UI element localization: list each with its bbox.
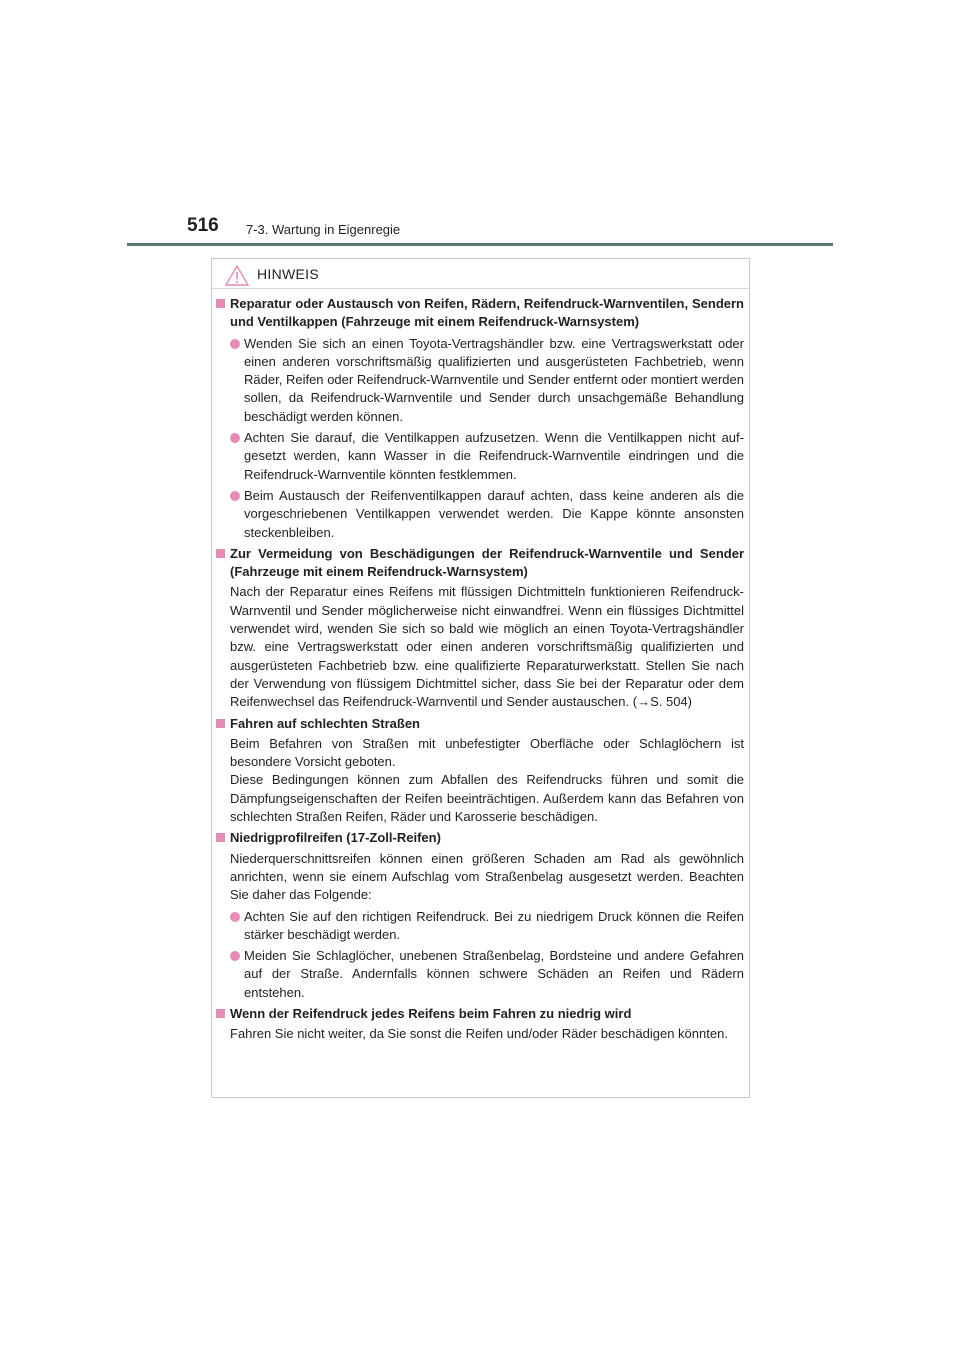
- notice-header: [212, 259, 749, 289]
- notice-section: [216, 829, 744, 1002]
- section-heading: Fahren auf schlechten Straßen: [230, 715, 420, 731]
- section-square-icon: [216, 299, 225, 308]
- notice-section: [216, 715, 744, 827]
- section-heading: Wenn der Reifendruck jedes Reifens beim Fahren zu niedrig wird: [230, 1005, 632, 1021]
- list-item-text: Achten Sie auf den richtigen Reifendruck. Bei zu niedrigem Druck können die Reifen stärker beschädigt werden.: [244, 908, 744, 942]
- bullet-dot-icon: [230, 951, 240, 961]
- bullet-dot-icon: [230, 912, 240, 922]
- section-square-icon: [216, 549, 225, 558]
- section-square-icon: [216, 1009, 225, 1018]
- section-paragraph: Fahren Sie nicht weiter, da Sie sonst die Reifen und/oder Räder beschädigen könnten.: [230, 1026, 728, 1042]
- list-item-text: Wenden Sie sich an einen Toyota-Vertragshändler bzw. eine Vertragswerkstatt oder einen anderen vorschriftsmäßig qualifizierten und ausgerüsteten Fachbetrieb, wenn Räder, Reifen oder Reifendruck-Warnventile und Sender entfernt oder montiert werden sollen, da Reifendruck-Warnventile und Sender durch unsachgemäße Behandlung beschädigt werden können.: [244, 335, 744, 424]
- notice-section: [216, 295, 744, 542]
- bullet-dot-icon: [230, 339, 240, 349]
- section-paragraph: Nach der Reparatur eines Reifens mit flüssigen Dichtmitteln funktionieren Reifendruck-Warnventil und Sender möglicherweise nicht einwandfrei. Wenn ein flüssiges Dichtmittel verwendet wird, wenden Sie sich so bald wie möglich an einen Toyota-Vertragshändler bzw. eine Vertragswerkstatt oder einen anderen vorschriftsmäßig qualifizierten und ausgerüsteten Fachbetrieb bzw. eine qualifizierte Reparaturwerkstatt. Stellen Sie nach der Verwendung von flüssigem Dichtmittel sicher, dass Sie bei der Reparatur oder dem Reifenwechsel das Reifendruck-Warnventil und Sender austauschen. (→S. 504): [230, 584, 744, 710]
- list-item-text: Beim Austausch der Reifenventilkappen darauf achten, dass keine anderen als die vorgeschriebenen Ventilkappen verwendet werden. Die Kappe könnte ansonsten steckenbleiben.: [244, 487, 744, 540]
- notice-section: [216, 1005, 744, 1044]
- section-square-icon: [216, 833, 225, 842]
- list-item: [230, 487, 744, 542]
- warning-triangle-icon: [225, 265, 249, 286]
- section-paragraph: Niederquerschnittsreifen können einen größeren Schaden am Rad als gewöhnlich anrichten, wenn sie einem Aufschlag vom Straßenbelag ausgesetzt werden. Beachten Sie daher das Folgende:: [230, 850, 744, 903]
- notice-box: [211, 258, 750, 1098]
- list-item: [230, 335, 744, 426]
- bullet-dot-icon: [230, 433, 240, 443]
- notice-section: [216, 545, 744, 712]
- header-rule: [127, 243, 833, 246]
- notice-body: [216, 295, 744, 1047]
- list-item: [230, 429, 744, 484]
- list-item: [230, 908, 744, 945]
- section-heading: Niedrigprofilreifen (17-Zoll-Reifen): [230, 830, 441, 846]
- section-paragraph: Diese Bedingungen können zum Abfallen des Reifendrucks führen und somit die Dämpfungseigenschaften der Reifen beeinträchtigen. Außerdem kann das Befahren von schlechten Straßen Reifen, Räder und Karosserie beschädigen.: [230, 772, 744, 825]
- bullet-dot-icon: [230, 491, 240, 501]
- section-paragraph: Beim Befahren von Straßen mit unbefestigter Oberfläche oder Schlaglöchern ist besondere Vorsicht geboten.: [230, 735, 744, 770]
- page-number: 516: [187, 215, 219, 236]
- list-item: [230, 947, 744, 1002]
- section-square-icon: [216, 719, 225, 728]
- section-heading: Zur Vermeidung von Beschädigungen der Reifendruck-Warnventile und Sender (Fahrzeuge mit einem Reifendruck-Warnsystem): [230, 545, 744, 580]
- list-item-text: Meiden Sie Schlaglöcher, unebenen Straßenbelag, Bordsteine und andere Gefahren auf der Straße. Andernfalls können schwere Schäden an Reifen und Rädern entstehen.: [244, 948, 744, 1000]
- chapter-title: 7-3. Wartung in Eigenregie: [246, 222, 401, 237]
- notice-title: HINWEIS: [257, 266, 319, 282]
- section-heading: Reparatur oder Austausch von Reifen, Rädern, Reifendruck-Warnventilen, Sendern und Ventilkappen (Fahrzeuge mit einem Reifendruck-Warnsystem): [230, 296, 744, 330]
- list-item-text: Achten Sie darauf, die Ventilkappen aufzusetzen. Wenn die Ventilkappen nicht aufgesetzt werden, kann Wasser in die Reifendruck-Warnventile eindringen und die Reifendruck-Warnventile könnten festklemmen.: [244, 430, 744, 482]
